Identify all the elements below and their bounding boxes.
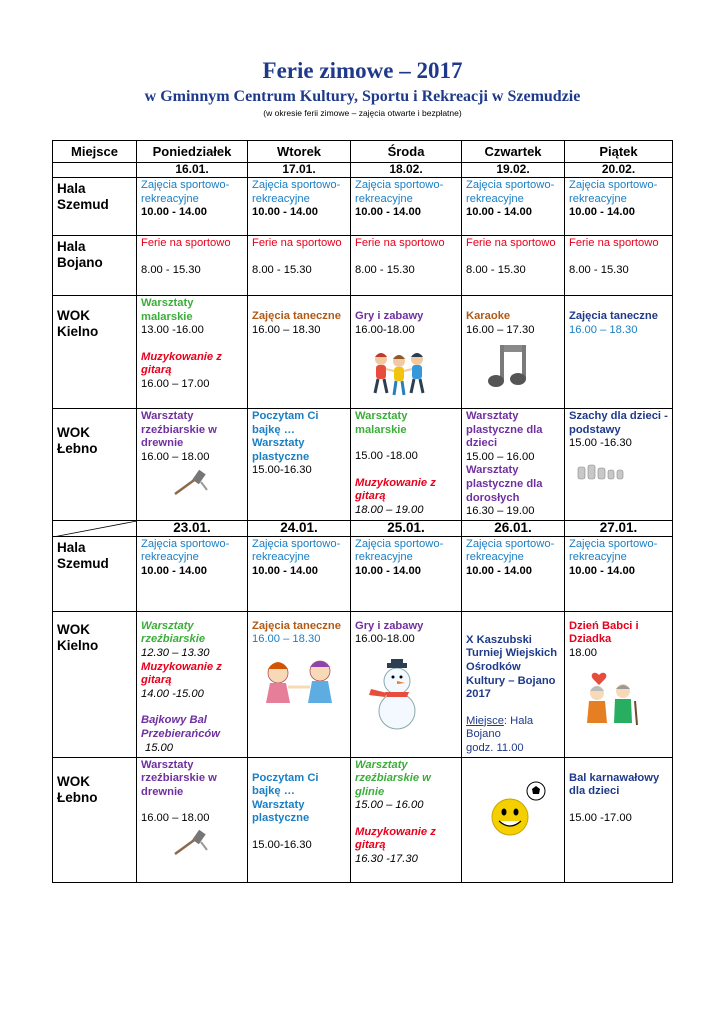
activity-title: Muzykowanie z gitarą [141,350,222,377]
date-cell: 27.01. [565,520,673,536]
activity-title: Warsztaty malarskie [141,297,194,323]
activity-title: Ferie na sportowo [466,237,556,249]
date-cell: 17.01. [248,163,351,178]
schedule-cell [248,296,351,409]
activity-title: Zajęcia sportowo-rekreacyjne [141,537,230,564]
snowman-icon [367,659,427,731]
activity-place-label: Miejsce [466,714,504,727]
schedule-cell [565,757,673,882]
activity-time: 10.00 - 14.00 [355,206,421,219]
activity-place: : Hala Bojano [466,714,534,741]
date-empty [53,520,137,536]
activity-time: 16.00 – 18.30 [252,633,321,646]
place-label: WOK Łebno [53,757,137,882]
activity-title: Warsztaty plastyczne dla dzieci [466,410,543,450]
date-row-week2 [53,520,673,536]
activity-time: 15.00 -18.00 [355,450,418,463]
activity-title: Warsztaty rzeźbiarskie [141,619,206,646]
activity-time: 16.00-18.00 [355,633,415,646]
activity-time: 8.00 - 15.30 [141,263,201,276]
chess-pieces-icon [577,463,625,481]
schedule-cell [351,178,462,236]
activity-title: Muzykowanie z gitarą [141,660,222,687]
activity-time: 10.00 - 14.00 [569,206,635,219]
schedule-cell [137,757,248,882]
date-cell: 25.01. [351,520,462,536]
activity-time: godz. 11.00 [466,741,524,754]
activity-time: 16.00 – 17.00 [141,377,210,390]
activity-title: Poczytam Ci bajkę … Warsztaty plastyczne [252,771,319,825]
date-cell: 18.02. [351,163,462,178]
activity-time: 10.00 - 14.00 [466,564,532,577]
activity-title: Poczytam Ci bajkę … Warsztaty plastyczne [252,410,319,463]
place-label: WOK Kielno [53,611,137,757]
chisel-hammer-icon [171,468,211,498]
date-empty [53,163,137,178]
activity-title: Zajęcia sportowo-rekreacyjne [466,537,555,564]
date-cell: 23.01. [137,520,248,536]
table-row [53,611,673,757]
schedule-cell [137,536,248,611]
activity-title: Bajkowy Bal Przebierańców [141,714,220,740]
schedule-cell [248,536,351,611]
col-header-thursday: Czwartek [462,141,565,163]
activity-title: Zajęcia sportowo-rekreacyjne [252,179,341,205]
schedule-cell [137,409,248,521]
activity-time: 16.00-18.00 [355,323,415,336]
activity-title: Ferie na sportowo [252,237,342,249]
schedule-cell [565,536,673,611]
col-header-tuesday: Wtorek [248,141,351,163]
activity-title: Ferie na sportowo [355,237,445,249]
activity-time: 16.00 – 17.30 [466,323,535,336]
col-header-monday: Poniedziałek [137,141,248,163]
date-cell: 26.01. [462,520,565,536]
schedule-cell [137,178,248,236]
activity-time: 15.00 – 16.00 [466,450,535,463]
activity-title: Bal karnawałowy dla dzieci [569,771,660,798]
activity-title: Karaoke [466,310,511,322]
schedule-cell [248,409,351,521]
activity-title: Zajęcia taneczne [569,310,658,322]
place-label: WOK Łebno [53,409,137,521]
activity-time: 10.00 - 14.00 [569,564,635,577]
schedule-cell [351,296,462,409]
activity-title: Zajęcia sportowo-rekreacyjne [141,179,230,205]
place-label: Hala Szemud [53,536,137,611]
activity-title: Zajęcia sportowo-rekreacyjne [569,537,658,564]
table-row [53,757,673,882]
activity-title: Dzień Babci i Dziadka [569,619,639,646]
activity-time: 10.00 - 14.00 [466,206,532,219]
schedule-table [52,140,673,883]
schedule-cell [565,236,673,296]
date-cell: 20.02. [565,163,673,178]
activity-title: Szachy dla dzieci - podstawy [569,410,668,436]
chisel-hammer-icon [171,828,211,858]
activity-time: 8.00 - 15.30 [355,263,415,276]
schedule-cell [462,178,565,236]
activity-time: 13.00 -16.00 [141,324,204,337]
music-note-icon [486,341,532,391]
activity-time: 15.00-16.30 [252,838,312,851]
diagonal-line [53,521,137,537]
activity-time: 10.00 - 14.00 [141,206,207,219]
activity-title: Warsztaty rzeźbiarskie w drewnie [141,758,217,798]
activity-time: 10.00 - 14.00 [252,564,318,577]
schedule-cell [248,236,351,296]
activity-title: Muzykowanie z gitarą [355,476,436,503]
page-subtitle: w Gminnym Centrum Kultury, Sportu i Rekreacji w Szemudzie [144,88,581,105]
activity-time: 16.00 – 18.00 [141,812,210,825]
activity-title: Zajęcia taneczne [252,310,341,322]
activity-title: Zajęcia sportowo-rekreacyjne [252,537,341,564]
date-cell: 24.01. [248,520,351,536]
activity-time: 8.00 - 15.30 [466,263,526,276]
activity-time: 8.00 - 15.30 [569,263,629,276]
activity-time: 16.00 – 18.30 [252,323,321,336]
schedule-cell [351,757,462,882]
schedule-cell [351,409,462,521]
activity-time: 15.00 -17.00 [569,811,632,824]
col-header-place: Miejsce [53,141,137,163]
schedule-cell [351,236,462,296]
table-row [53,409,673,521]
activity-time: 18.00 – 19.00 [355,503,424,516]
activity-title: Zajęcia taneczne [252,619,341,632]
schedule-cell [462,611,565,757]
place-label: WOK Kielno [53,296,137,409]
activity-title: Ferie na sportowo [141,237,231,249]
place-label: Hala Szemud [53,178,137,236]
activity-title: Zajęcia sportowo-rekreacyjne [355,537,444,564]
schedule-cell [248,178,351,236]
schedule-cell [462,236,565,296]
schedule-cell [137,236,248,296]
activity-title: Gry i zabawy [355,310,424,322]
activity-time: 16.30 – 19.00 [466,505,535,518]
schedule-cell [565,611,673,757]
date-cell: 19.02. [462,163,565,178]
schedule-cell [462,536,565,611]
activity-time: 15.00-16.30 [252,464,312,477]
place-label: Hala Bojano [53,236,137,296]
activity-title: Warsztaty rzeźbiarskie w glinie [355,758,431,798]
activity-time: 18.00 [569,646,597,659]
table-row [53,296,673,409]
date-cell: 16.01. [137,163,248,178]
dancing-children-icon [256,659,346,709]
smiley-football-icon [486,781,548,837]
header-row [53,141,673,163]
schedule-cell [565,178,673,236]
activity-time: 16.30 -17.30 [355,853,418,866]
activity-time: 12.30 – 13.30 [141,646,210,659]
page-title: Ferie zimowe – 2017 [262,58,463,83]
col-header-wednesday: Środa [351,141,462,163]
table-row [53,536,673,611]
activity-time: 15.00 [145,741,173,754]
schedule-cell [248,757,351,882]
activity-time: 10.00 - 14.00 [355,564,421,577]
children-playing-icon [369,351,429,399]
activity-time: 16.00 – 18.00 [141,450,210,463]
activity-title: Zajęcia sportowo-rekreacyjne [466,179,555,205]
schedule-cell [137,296,248,409]
schedule-cell [462,296,565,409]
table-row [53,178,673,236]
activity-title: Warsztaty rzeźbiarskie w drewnie [141,410,217,450]
col-header-friday: Piątek [565,141,673,163]
activity-title: Gry i zabawy [355,619,424,632]
activity-title: Ferie na sportowo [569,237,659,249]
activity-time: 15.00 – 16.00 [355,799,424,812]
activity-title: Warsztaty plastyczne dla dorosłych [466,464,543,504]
activity-title: Zajęcia sportowo-rekreacyjne [569,179,658,205]
schedule-cell [462,757,565,882]
schedule-cell [565,296,673,409]
schedule-cell [351,611,462,757]
schedule-cell [248,611,351,757]
date-row-week1 [53,163,673,178]
activity-time: 10.00 - 14.00 [252,206,318,219]
schedule-cell [137,611,248,757]
table-row [53,236,673,296]
activity-time: 10.00 - 14.00 [141,564,207,577]
activity-time: 16.00 – 18.30 [569,323,638,336]
activity-title: Warsztaty malarskie [355,410,408,436]
activity-time: 15.00 -16.30 [569,437,632,450]
grandparents-icon [577,671,645,727]
activity-time: 14.00 -15.00 [141,687,204,700]
schedule-cell [565,409,673,521]
schedule-cell [351,536,462,611]
page-note: (w okresie ferii zimowe – zajęcia otwarte i bezpłatne) [263,108,462,118]
activity-time: 8.00 - 15.30 [252,263,312,276]
activity-title: Zajęcia sportowo-rekreacyjne [355,179,444,205]
schedule-cell [462,409,565,521]
activity-title: Muzykowanie z gitarą [355,825,436,852]
activity-title: X Kaszubski Turniej Wiejskich Ośrodków Kultury – Bojano 2017 [466,633,558,701]
